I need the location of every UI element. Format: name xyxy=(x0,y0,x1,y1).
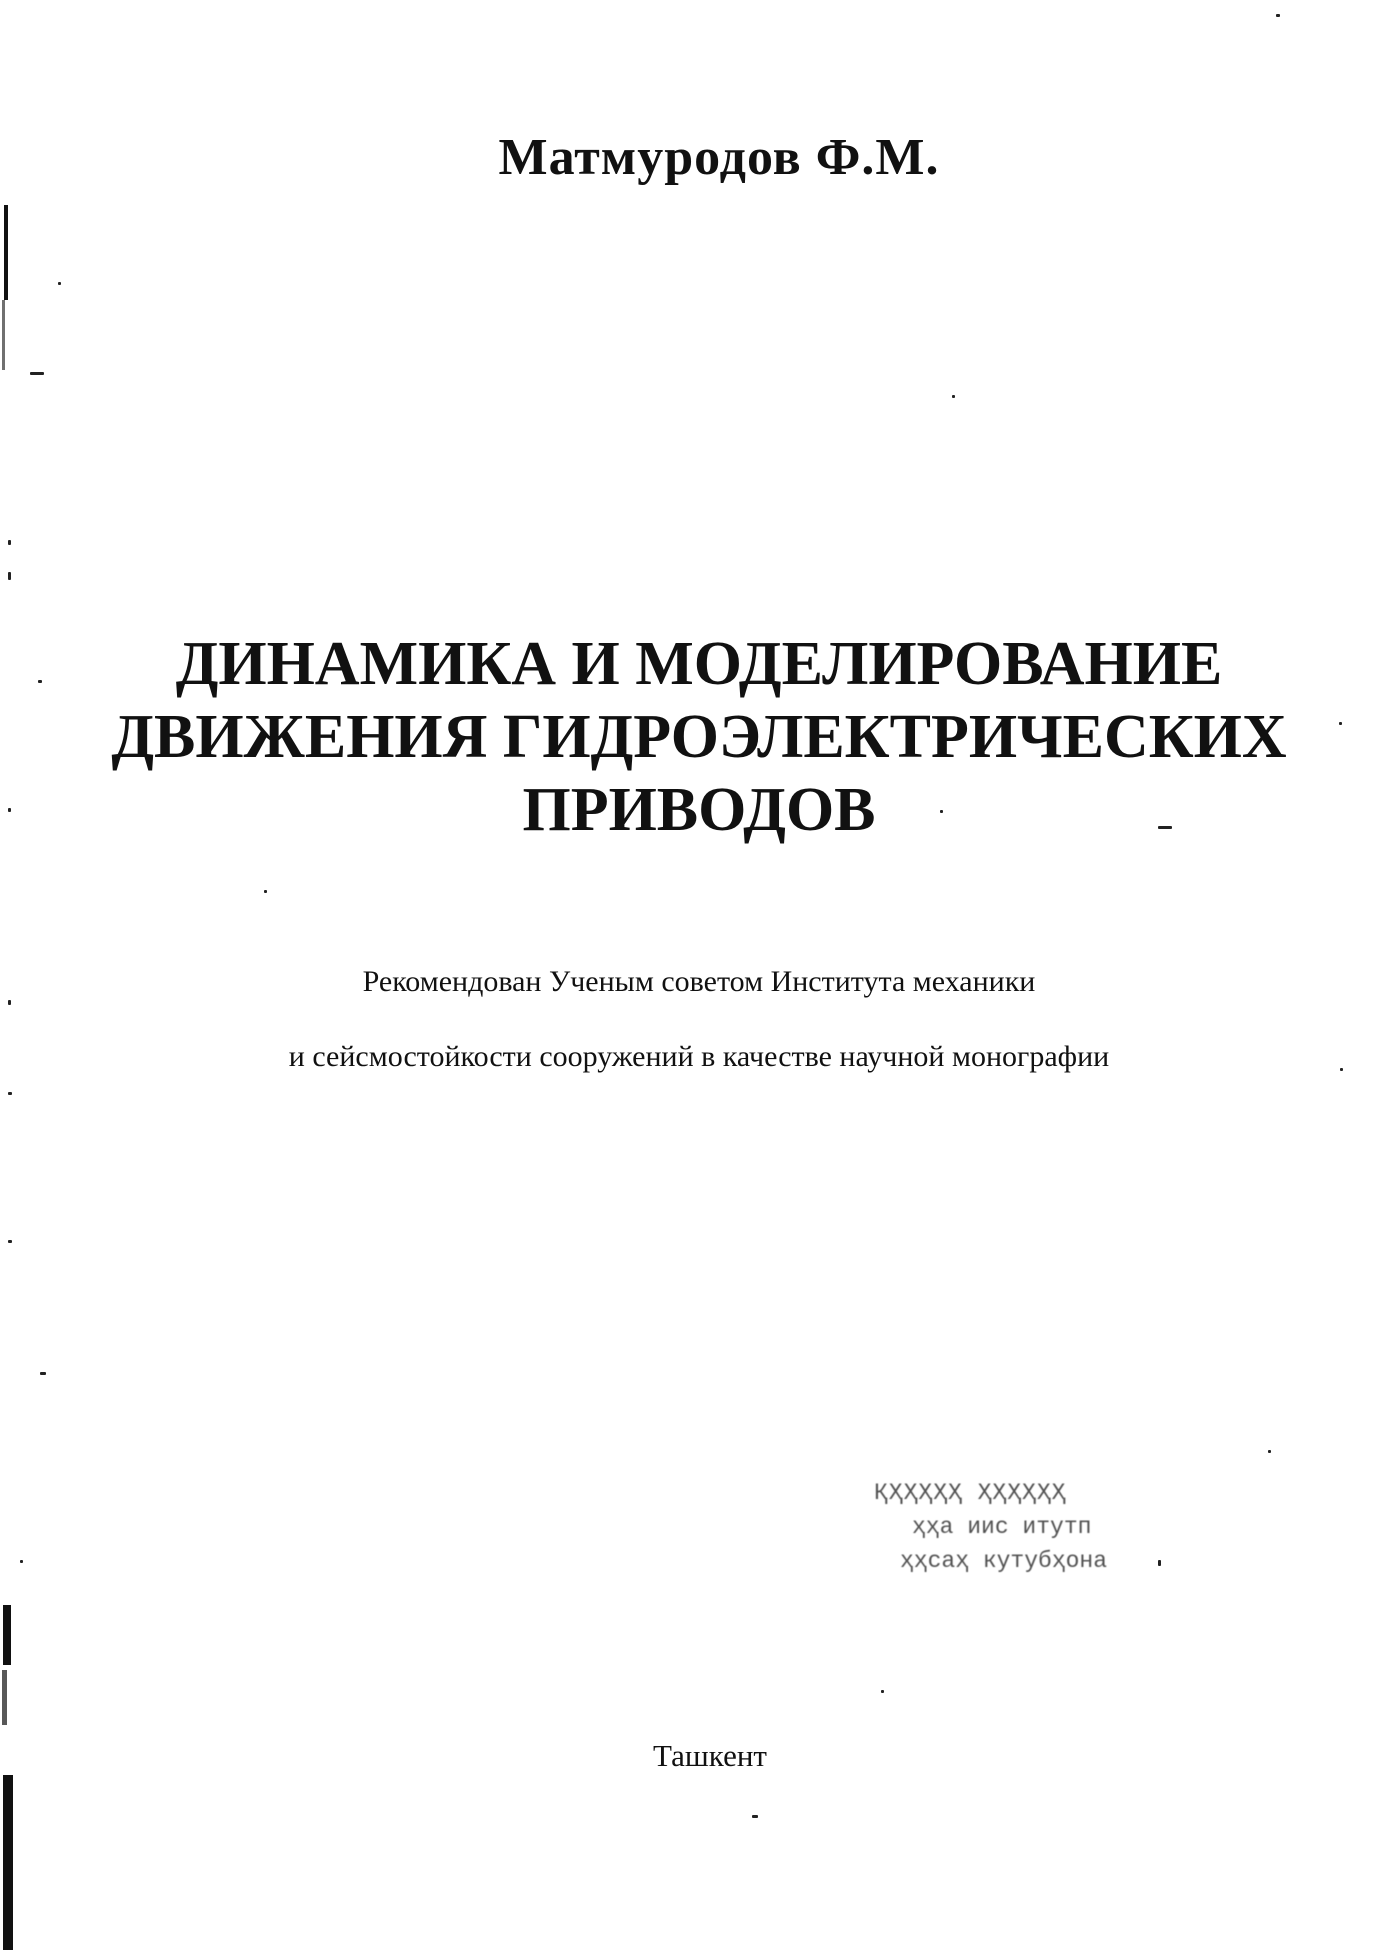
stamp-line-1: ҚҲҲҲҲҲ ҲҲҲҲҲҲ xyxy=(874,1480,1067,1506)
title-line-2: ДВИЖЕНИЯ ГИДРОЭЛЕКТРИЧЕСКИХ xyxy=(111,703,1287,771)
stamp-line-2: ҳҳа иис итутп xyxy=(912,1514,1092,1540)
author-name: Матмуродов Ф.М. xyxy=(498,129,940,186)
book-title xyxy=(0,628,1398,847)
recommendation-line-1: Рекомендован Ученым советом Института механики xyxy=(362,965,1036,998)
title-line-1: ДИНАМИКА И МОДЕЛИРОВАНИЕ xyxy=(175,630,1223,698)
recommendation-line-2: и сейсмостойкости сооружений в качестве научной монографии xyxy=(288,1040,1110,1073)
publication-city: Ташкент xyxy=(653,1738,767,1773)
stamp-line-3: ҳҳсаҳ кутубҳона xyxy=(900,1548,1108,1574)
library-stamp xyxy=(870,1476,1170,1578)
title-line-3: ПРИВОДОВ xyxy=(522,776,876,844)
